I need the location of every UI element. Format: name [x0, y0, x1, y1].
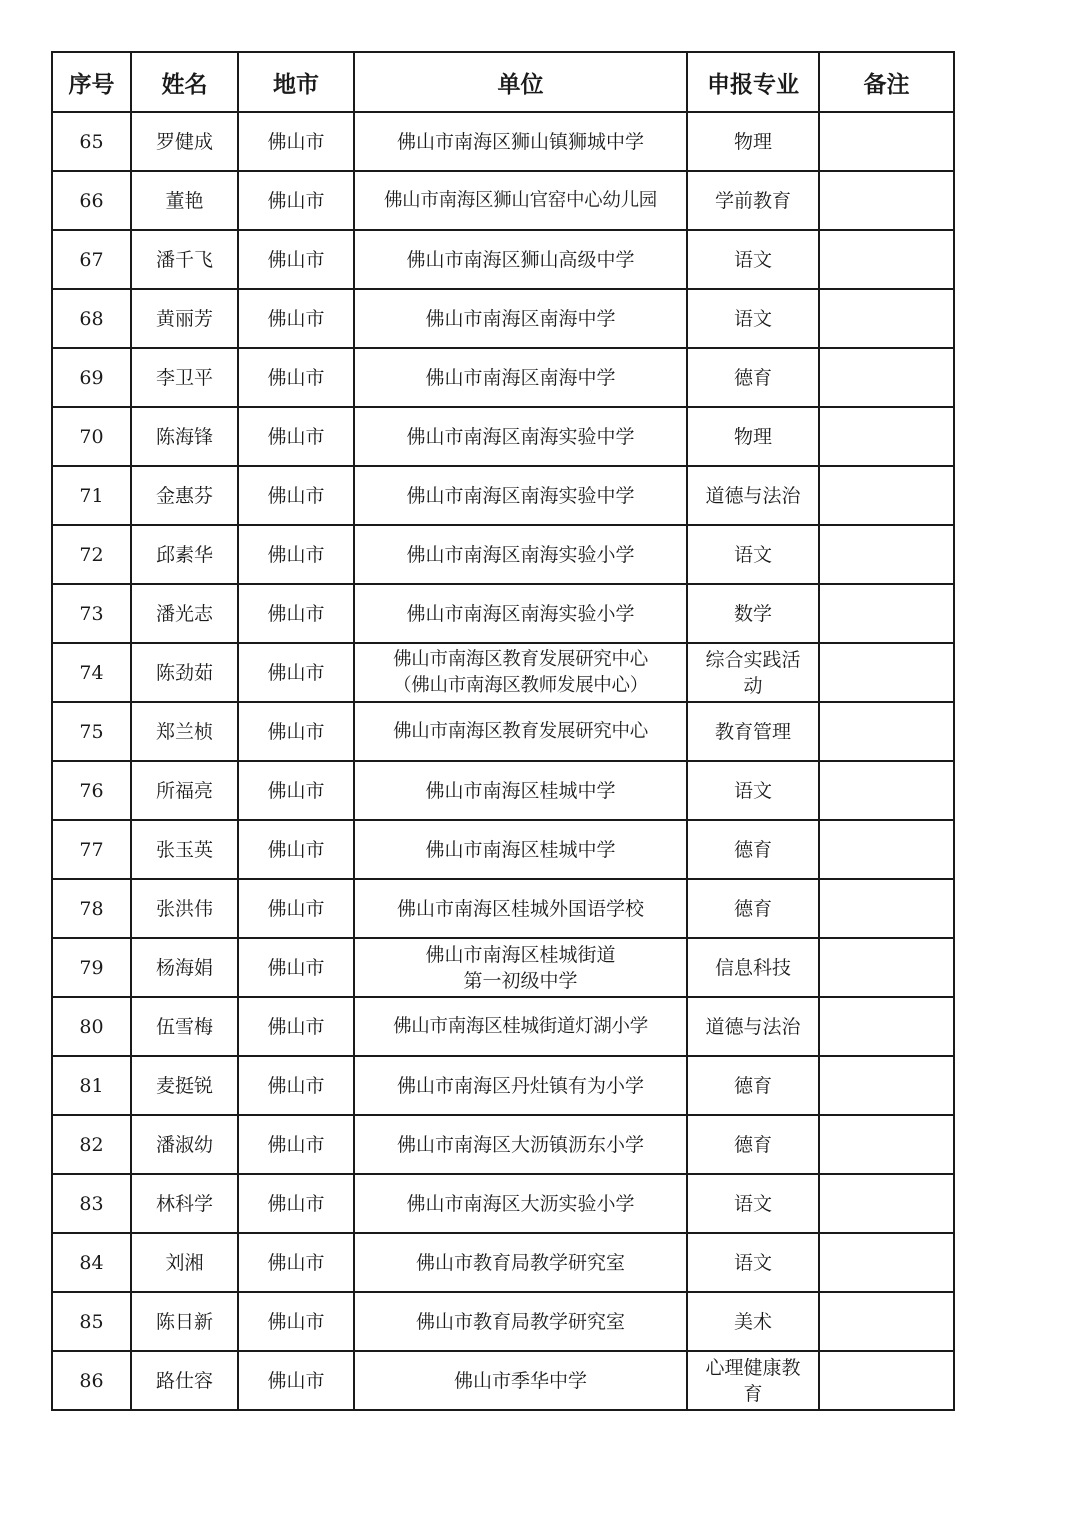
cell-city: 佛山市 — [238, 1292, 354, 1351]
cell-seq: 71 — [52, 466, 131, 525]
cell-major — [687, 112, 819, 171]
cell-city: 佛山市 — [238, 171, 354, 230]
cell-name: 罗健成 — [131, 112, 238, 171]
cell-unit-line: 佛山市南海区南海实验中学 — [406, 425, 635, 448]
cell-unit-line: 佛山市南海区大沥镇沥东小学 — [396, 1133, 644, 1156]
cell-major-line: 德育 — [733, 838, 772, 861]
cell-major — [687, 407, 819, 466]
cell-unit — [354, 584, 687, 643]
cell-major-line: 德育 — [733, 897, 772, 920]
cell-note — [819, 584, 954, 643]
cell-unit-line: 佛山市南海区桂城街道灯湖小学 — [393, 1015, 648, 1037]
cell-major — [687, 1351, 819, 1410]
table-row — [52, 289, 954, 348]
cell-seq: 74 — [52, 643, 131, 702]
cell-unit — [354, 820, 687, 879]
cell-unit-line: 佛山市南海区南海实验小学 — [406, 602, 635, 625]
cell-unit-line: 佛山市南海区桂城街道 — [425, 943, 616, 966]
header-seq: 序号 — [52, 52, 131, 112]
cell-major-line: 综合实践活 — [705, 648, 801, 671]
cell-major-line: 德育 — [733, 366, 772, 389]
cell-seq: 82 — [52, 1115, 131, 1174]
cell-major-line: 教育管理 — [714, 720, 791, 743]
cell-city: 佛山市 — [238, 466, 354, 525]
header-name: 姓名 — [131, 52, 238, 112]
cell-unit-line: （佛山市南海区教师发展中心） — [393, 674, 648, 696]
cell-unit — [354, 643, 687, 702]
cell-unit — [354, 1351, 687, 1410]
header-city: 地市 — [238, 52, 354, 112]
cell-unit — [354, 348, 687, 407]
cell-major-line: 德育 — [733, 1074, 772, 1097]
cell-major-line: 德育 — [733, 1133, 772, 1156]
cell-major-line: 语文 — [733, 1192, 772, 1215]
cell-city: 佛山市 — [238, 407, 354, 466]
cell-unit-line: 佛山市南海区南海实验中学 — [406, 484, 635, 507]
cell-major-line: 育 — [743, 1382, 763, 1405]
cell-note — [819, 348, 954, 407]
cell-unit — [354, 938, 687, 997]
table-row — [52, 584, 954, 643]
table-row — [52, 643, 954, 702]
cell-city: 佛山市 — [238, 761, 354, 820]
cell-major — [687, 289, 819, 348]
cell-major-line: 物理 — [733, 425, 772, 448]
cell-note — [819, 938, 954, 997]
cell-city: 佛山市 — [238, 820, 354, 879]
table-row — [52, 1115, 954, 1174]
header-unit: 单位 — [354, 52, 687, 112]
cell-note — [819, 289, 954, 348]
cell-note — [819, 1233, 954, 1292]
table-row — [52, 1292, 954, 1351]
cell-city: 佛山市 — [238, 879, 354, 938]
cell-seq: 77 — [52, 820, 131, 879]
cell-unit — [354, 1056, 687, 1115]
cell-name: 伍雪梅 — [131, 997, 238, 1056]
cell-seq: 65 — [52, 112, 131, 171]
cell-unit-line: 佛山市教育局教学研究室 — [415, 1310, 625, 1333]
cell-major-line: 语文 — [733, 248, 772, 271]
table-row — [52, 171, 954, 230]
cell-major-line: 物理 — [733, 130, 772, 153]
cell-city: 佛山市 — [238, 289, 354, 348]
cell-major-line: 美术 — [733, 1310, 772, 1333]
cell-unit — [354, 702, 687, 761]
table-row — [52, 407, 954, 466]
cell-name: 潘千飞 — [131, 230, 238, 289]
cell-name: 路仕容 — [131, 1351, 238, 1410]
table-row — [52, 348, 954, 407]
cell-note — [819, 1056, 954, 1115]
cell-major — [687, 997, 819, 1056]
cell-city: 佛山市 — [238, 997, 354, 1056]
cell-major-line: 心理健康教 — [705, 1356, 801, 1379]
cell-city: 佛山市 — [238, 643, 354, 702]
cell-major-line: 数学 — [733, 602, 772, 625]
cell-note — [819, 1292, 954, 1351]
cell-name: 刘湘 — [131, 1233, 238, 1292]
table-row — [52, 938, 954, 997]
cell-city: 佛山市 — [238, 702, 354, 761]
cell-name: 金惠芬 — [131, 466, 238, 525]
cell-seq: 66 — [52, 171, 131, 230]
cell-major-line: 语文 — [733, 1251, 772, 1274]
cell-note — [819, 643, 954, 702]
cell-major — [687, 348, 819, 407]
cell-note — [819, 525, 954, 584]
cell-major — [687, 643, 819, 702]
cell-unit-line: 佛山市季华中学 — [453, 1369, 587, 1392]
cell-name: 杨海娟 — [131, 938, 238, 997]
cell-seq: 67 — [52, 230, 131, 289]
table-row — [52, 820, 954, 879]
cell-major-line: 语文 — [733, 307, 772, 330]
cell-name: 张洪伟 — [131, 879, 238, 938]
roster-table — [51, 51, 955, 1411]
cell-unit — [354, 1292, 687, 1351]
cell-unit — [354, 525, 687, 584]
table-row — [52, 230, 954, 289]
cell-major-line: 道德与法治 — [705, 1015, 801, 1038]
cell-unit-line: 佛山市南海区南海中学 — [425, 366, 616, 389]
table-row — [52, 466, 954, 525]
table-row — [52, 525, 954, 584]
table-row — [52, 1233, 954, 1292]
cell-name: 陈日新 — [131, 1292, 238, 1351]
cell-name: 张玉英 — [131, 820, 238, 879]
cell-seq: 78 — [52, 879, 131, 938]
cell-seq: 84 — [52, 1233, 131, 1292]
cell-name: 麦挺锐 — [131, 1056, 238, 1115]
cell-major-line: 动 — [743, 674, 763, 697]
cell-name: 林科学 — [131, 1174, 238, 1233]
cell-major — [687, 1056, 819, 1115]
cell-note — [819, 820, 954, 879]
cell-major — [687, 171, 819, 230]
cell-major-line: 信息科技 — [714, 956, 791, 979]
cell-major — [687, 702, 819, 761]
cell-note — [819, 1351, 954, 1410]
cell-major — [687, 1292, 819, 1351]
cell-major-line: 语文 — [733, 543, 772, 566]
cell-name: 郑兰桢 — [131, 702, 238, 761]
cell-name: 邱素华 — [131, 525, 238, 584]
cell-unit-line: 佛山市南海区狮山官窑中心幼儿园 — [383, 189, 657, 211]
cell-unit — [354, 289, 687, 348]
cell-unit — [354, 112, 687, 171]
cell-seq: 75 — [52, 702, 131, 761]
cell-major — [687, 879, 819, 938]
cell-city: 佛山市 — [238, 1056, 354, 1115]
cell-unit — [354, 1115, 687, 1174]
cell-city: 佛山市 — [238, 525, 354, 584]
table-row — [52, 112, 954, 171]
cell-unit-line: 佛山市南海区狮山镇狮城中学 — [396, 130, 644, 153]
cell-major — [687, 584, 819, 643]
cell-note — [819, 407, 954, 466]
table-row — [52, 879, 954, 938]
cell-note — [819, 1174, 954, 1233]
cell-unit — [354, 997, 687, 1056]
cell-seq: 70 — [52, 407, 131, 466]
cell-city: 佛山市 — [238, 584, 354, 643]
cell-note — [819, 230, 954, 289]
cell-city: 佛山市 — [238, 230, 354, 289]
cell-seq: 79 — [52, 938, 131, 997]
cell-seq: 86 — [52, 1351, 131, 1410]
table-row — [52, 1174, 954, 1233]
cell-unit-line: 佛山市南海区桂城外国语学校 — [396, 897, 644, 920]
cell-seq: 80 — [52, 997, 131, 1056]
cell-name: 黄丽芳 — [131, 289, 238, 348]
cell-seq: 68 — [52, 289, 131, 348]
cell-note — [819, 761, 954, 820]
cell-note — [819, 879, 954, 938]
cell-unit — [354, 407, 687, 466]
cell-major-line: 道德与法治 — [705, 484, 801, 507]
cell-city: 佛山市 — [238, 1115, 354, 1174]
cell-unit-line: 佛山市南海区教育发展研究中心 — [393, 720, 648, 742]
cell-major — [687, 230, 819, 289]
cell-note — [819, 702, 954, 761]
cell-unit-line: 佛山市南海区南海中学 — [425, 307, 616, 330]
cell-unit-line: 佛山市教育局教学研究室 — [415, 1251, 625, 1274]
cell-seq: 73 — [52, 584, 131, 643]
cell-major — [687, 820, 819, 879]
header-row — [52, 52, 954, 112]
cell-major — [687, 1233, 819, 1292]
cell-note — [819, 1115, 954, 1174]
cell-unit-line: 佛山市南海区桂城中学 — [425, 779, 616, 802]
cell-major — [687, 1115, 819, 1174]
cell-city: 佛山市 — [238, 1233, 354, 1292]
cell-major — [687, 466, 819, 525]
cell-unit-line: 佛山市南海区桂城中学 — [425, 838, 616, 861]
table-row — [52, 702, 954, 761]
table-row — [52, 761, 954, 820]
cell-major — [687, 1174, 819, 1233]
cell-name: 陈劲茹 — [131, 643, 238, 702]
cell-name: 李卫平 — [131, 348, 238, 407]
cell-unit — [354, 761, 687, 820]
table-body — [52, 112, 954, 1410]
cell-city: 佛山市 — [238, 1174, 354, 1233]
cell-unit-line: 佛山市南海区教育发展研究中心 — [393, 648, 648, 670]
cell-unit — [354, 466, 687, 525]
cell-unit-line: 第一初级中学 — [463, 969, 578, 992]
cell-major-line: 语文 — [733, 779, 772, 802]
cell-unit-line: 佛山市南海区大沥实验小学 — [406, 1192, 635, 1215]
cell-seq: 81 — [52, 1056, 131, 1115]
header-major: 申报专业 — [687, 52, 819, 112]
cell-unit — [354, 879, 687, 938]
table-row — [52, 1351, 954, 1410]
cell-name: 所福亮 — [131, 761, 238, 820]
cell-city: 佛山市 — [238, 112, 354, 171]
cell-name: 潘淑幼 — [131, 1115, 238, 1174]
cell-seq: 83 — [52, 1174, 131, 1233]
cell-note — [819, 997, 954, 1056]
cell-major — [687, 938, 819, 997]
cell-city: 佛山市 — [238, 348, 354, 407]
cell-city: 佛山市 — [238, 1351, 354, 1410]
table-row — [52, 997, 954, 1056]
cell-unit — [354, 230, 687, 289]
cell-seq: 72 — [52, 525, 131, 584]
cell-unit-line: 佛山市南海区狮山高级中学 — [406, 248, 635, 271]
table-row — [52, 1056, 954, 1115]
cell-note — [819, 171, 954, 230]
cell-name: 董艳 — [131, 171, 238, 230]
cell-major — [687, 525, 819, 584]
cell-unit — [354, 1233, 687, 1292]
cell-note — [819, 112, 954, 171]
cell-note — [819, 466, 954, 525]
cell-major — [687, 761, 819, 820]
cell-seq: 69 — [52, 348, 131, 407]
cell-unit — [354, 171, 687, 230]
cell-seq: 76 — [52, 761, 131, 820]
cell-seq: 85 — [52, 1292, 131, 1351]
cell-unit-line: 佛山市南海区南海实验小学 — [406, 543, 635, 566]
cell-city: 佛山市 — [238, 938, 354, 997]
cell-name: 潘光志 — [131, 584, 238, 643]
cell-unit — [354, 1174, 687, 1233]
header-note: 备注 — [819, 52, 954, 112]
cell-unit-line: 佛山市南海区丹灶镇有为小学 — [396, 1074, 644, 1097]
cell-name: 陈海锋 — [131, 407, 238, 466]
cell-major-line: 学前教育 — [714, 189, 791, 212]
